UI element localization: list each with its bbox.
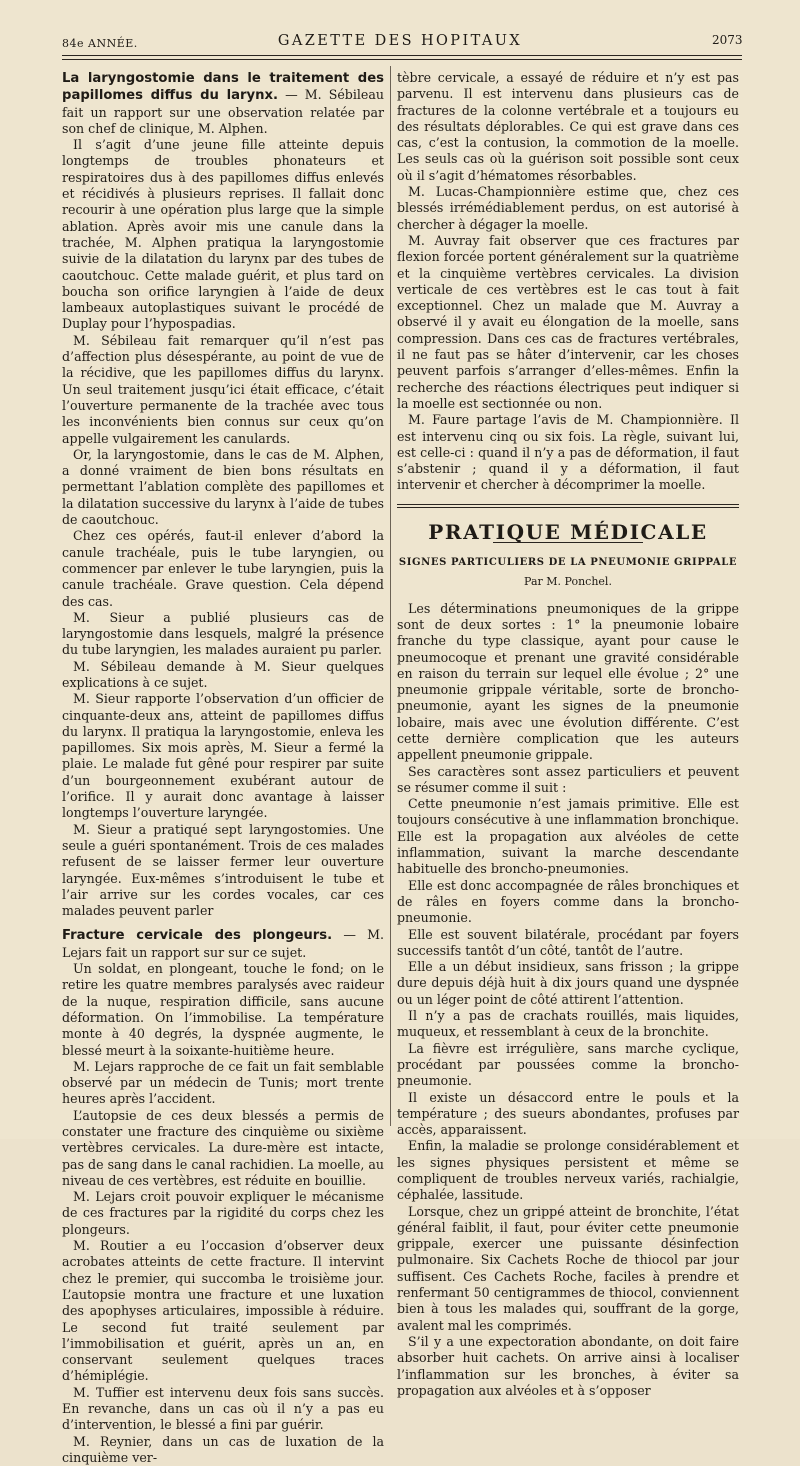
paragraph: M. Lejars rapproche de ce fait un fait semblable observé par un médecin de Tunis; mort trente heures après l’accident. <box>62 1058 384 1107</box>
paragraph: Cette pneumonie n’est jamais primitive. Elle est toujours consécutive à une inflammation bronchique. Elle est la propagation aux alvéoles de cette inflammation, suivant la marche descendante habituelle des broncho-pneumonies. <box>397 796 739 877</box>
paragraph: M. Sieur rapporte l’observation d’un officier de cinquante-deux ans, atteint de papillomes diffus du larynx. Il pratiqua la laryngostomie, enleva les papillomes. Six mois après, M. Sieur a fermé la plaie. Le malade fut gêné pour respirer par suite d’un bourgeonnement exubérant autour de l’orifice. Il y aurait donc avantage à laisser longtemps l’ouverture laryngée. <box>62 691 384 821</box>
article-title: SIGNES PARTICULIERS DE LA PNEUMONIE GRIPPALE <box>398 557 738 569</box>
article-lead-text: — M. Lejars fait un rapport sur sur ce sujet. <box>62 927 385 960</box>
paragraph: M. Lejars croit pouvoir expliquer le mécanisme de ces fractures par la rigidité du corps chez les plongeurs. <box>62 1189 384 1237</box>
paragraph: Lorsque, chez un grippé atteint de bronchite, l’état général faiblit, il faut, pour éviter cette pneumonie grippale, exercer une puissante désinfection pulmonaire. Six Cachets Roche de thiocol par jour suffisent. Ces Cachets Roche, faciles à prendre et renfermant 50 centigrammes de thiocol, conviennent bien à tous les malades qui, souffrant de la gorge, avalent mal les comprimés. <box>397 1203 739 1333</box>
paragraph: Or, la laryngostomie, dans le cas de M. Alphen, a donné vraiment de bien bons résultats en permettant l’ablation complète des papillomes et la dilatation successive du larynx à l’aide de tubes de caoutchouc. <box>62 446 384 528</box>
paragraph: Un soldat, en plongeant, touche le fond; on le retire les quatre membres paralysés avec raideur de la nuque, respiration difficile, sans aucune déformation. On l’immobilise. La température monte à 40 degrés, la dyspnée augmente, le blessé meurt à la soixante-huitième heure. <box>62 961 384 1058</box>
article-fracture-lead <box>62 927 384 961</box>
paragraph: M. Tuffier est intervenu deux fois sans succès. En revanche, dans un cas où il n’y a pas eu d’intervention, le blessé a fini par guérir. <box>62 1384 384 1433</box>
paragraph: Elle est souvent bilatérale, procédant par foyers successifs tantôt d’un côté, tantôt de l’autre. <box>397 926 739 958</box>
paragraph: M. Reynier, dans un cas de luxation de la cinquième ver- <box>62 1433 384 1465</box>
paragraph: Les déterminations pneumoniques de la grippe sont de deux sortes : 1° la pneumonie lobaire franche du type classique, ayant pour cause le pneumocoque et prenant une gravité considérable en raison du terrain sur lequel elle évolue ; 2° une pneumonie grippale véritable, sorte de broncho-pneumonie, ayant les signes de la pneumonie lobaire, mais avec une évolution différente. C’est cette dernière complication que les auteurs appellent pneumonie grippale. <box>397 600 739 763</box>
issue-year: 84e ANNÉE. <box>62 37 138 50</box>
article-lead-text: — M. Sébileau fait un rapport sur une observation relatée par son chef de clinique, M. Alphen. <box>62 87 384 136</box>
author-byline: Par M. Ponchel. <box>524 575 612 589</box>
paragraph: M. Sébileau fait remarquer qu’il n’est pas d’affection plus désespérante, au point de vue de la récidive, que les papillomes diffus du larynx. Un seul traitement jusqu’ici était efficace, c’était l’ouverture permanente de la trachée avec tous les inconvénients bien connus sur ceux qu’on appelle vulgairement les canulards. <box>62 332 384 446</box>
column-divider <box>390 66 391 1126</box>
article-laryngostomie-lead <box>62 70 384 137</box>
paragraph: M. Faure partage l’avis de M. Championnière. Il est intervenu cinq ou six fois. La règle, suivant lui, est celle-ci : quand il n’y a pas de déformation, il faut s’abstenir ; quand il y a déformation, il faut intervenir et chercher à décomprimer la moelle. <box>397 412 739 493</box>
paragraph: M. Sieur a pratiqué sept laryngostomies. Une seule a guéri spontanément. Trois de ces malades refusent de se laisser fermer leur ouverture laryngée. Eux-mêmes s’introduisent le tube et l’air arrive sur les cordes vocales, car ces malades peuvent parler <box>62 821 384 919</box>
section-title: PRATIQUE MÉDICALE <box>428 519 708 544</box>
paragraph: M. Auvray fait observer que ces fractures par flexion forcée portent généralement sur la quatrième et la cinquième vertèbres cervicales. La division verticale de ces vertèbres est le cas tout à fait exceptionnel. Chez un malade que M. Auvray a observé il y avait eu élongation de la moelle, sans compression. Dans ces cas de fractures vertébrales, il ne faut pas se hâter d’intervenir, car les choses peuvent parfois s’arranger d’elles-mêmes. Enfin la recherche des réactions électriques peut indiquer si la moelle est sectionnée ou non. <box>397 232 739 411</box>
paragraph: Il existe un désaccord entre le pouls et la température ; des sueurs abondantes, profuses par accès, apparaissent. <box>397 1089 739 1138</box>
page-number: 2073 <box>712 33 743 47</box>
spacer <box>62 919 384 927</box>
paragraph: M. Lucas-Championnière estime que, chez ces blessés irrémédiablement perdus, on est autorisé à chercher à dégager la moelle. <box>397 184 739 232</box>
header-rule <box>62 55 742 56</box>
paragraph: Ses caractères sont assez particuliers et peuvent se résumer comme il suit : <box>397 763 739 795</box>
paragraph: M. Sébileau demande à M. Sieur quelques explications à ce sujet. <box>62 658 384 690</box>
left-column <box>62 70 384 1466</box>
paragraph: Il n’y a pas de crachats rouillés, mais liquides, muqueux, et ressemblant à ceux de la bronchite. <box>397 1008 739 1040</box>
paragraph: tèbre cervicale, a essayé de réduire et n’y est pas parvenu. Il est intervenu dans plusieurs cas de fractures de la colonne vertébrale et a toujours eu des résultats déplorables. Ce qui est grave dans ces cas, c’est la contusion, la commotion de la moelle. Les seuls cas où la guérison soit possible sont ceux où il s’agit d’hématomes résorbables. <box>397 70 739 183</box>
section-rule <box>397 504 739 505</box>
paragraph: M. Sieur a publié plusieurs cas de laryngostomie dans lesquels, malgré la présence du tube laryngien, les malades auraient pu parler. <box>62 609 384 658</box>
paragraph: S’il y a une expectoration abondante, on doit faire absorber huit cachets. On arrive ainsi à localiser l’inflammation sur les bronches, à éviter sa propagation aux alvéoles et à s’opposer <box>397 1333 739 1398</box>
paragraph: Elle est donc accompagnée de râles bronchiques et de râles en foyers comme dans la broncho-pneumonie. <box>397 877 739 926</box>
paragraph: Elle a un début insidieux, sans frisson ; la grippe dure depuis déjà huit à dix jours quand une dyspnée ou un léger point de côté attirent l’attention. <box>397 959 739 1007</box>
header-rule-thin <box>62 59 742 60</box>
article-title: Fracture cervicale des plongeurs. <box>62 928 333 944</box>
paragraph: La fièvre est irrégulière, sans marche cyclique, procédant par poussées comme la broncho-pneumonie. <box>397 1040 739 1089</box>
paragraph: Enfin, la maladie se prolonge considérablement et les signes physiques persistent et même se compliquent de troubles nerveux variés, rachialgie, céphalée, lassitude. <box>397 1138 739 1203</box>
paragraph: Il s’agit d’une jeune fille atteinte depuis longtemps de troubles phonateurs et respiratoires dus à des papillomes diffus enlevés et récidivés à plusieurs reprises. Il fallait donc recourir à une opération plus large que la simple ablation. Après avoir mis une canule dans la trachée, M. Alphen pratiqua la laryngostomie suivie de la dilatation du larynx par des tubes de caoutchouc. Cette malade guérit, et plus tard on boucha son orifice laryngien à l’aide de deux lambeaux autoplastiques suivant le procédé de Duplay pour l’hypospadias. <box>62 137 384 332</box>
article-title: La laryngostomie dans le traitement des papillomes diffus du larynx. <box>62 71 384 104</box>
journal-title: GAZETTE DES HOPITAUX <box>277 33 523 49</box>
right-column <box>397 70 739 1399</box>
paragraph: L’autopsie de ces deux blessés a permis de constater une fracture des cinquième ou sixième vertèbres cervicales. La dure-mère est intacte, pas de sang dans le canal rachidien. La moelle, au niveau de ces vertèbres, est réduite en bouillie. <box>62 1107 384 1188</box>
section-rule-thin <box>397 507 739 508</box>
paragraph: M. Routier a eu l’occasion d’observer deux acrobates atteints de cette fracture. Il intervint chez le premier, qui succomba le troisième jour. L’autopsie montra une fracture et une luxation des apophyses articulaires, impossible à réduire. Le second fut traité seulement par l’immobilisation et guérit, après un an, en conservant seulement quelques traces d’hémiplégie. <box>62 1238 384 1384</box>
paragraph: Chez ces opérés, faut-il enlever d’abord la canule trachéale, puis le tube laryngien, ou commencer par enlever le tube laryngien, puis la canule trachéale. Grave question. Cela dépend des cas. <box>62 528 384 609</box>
